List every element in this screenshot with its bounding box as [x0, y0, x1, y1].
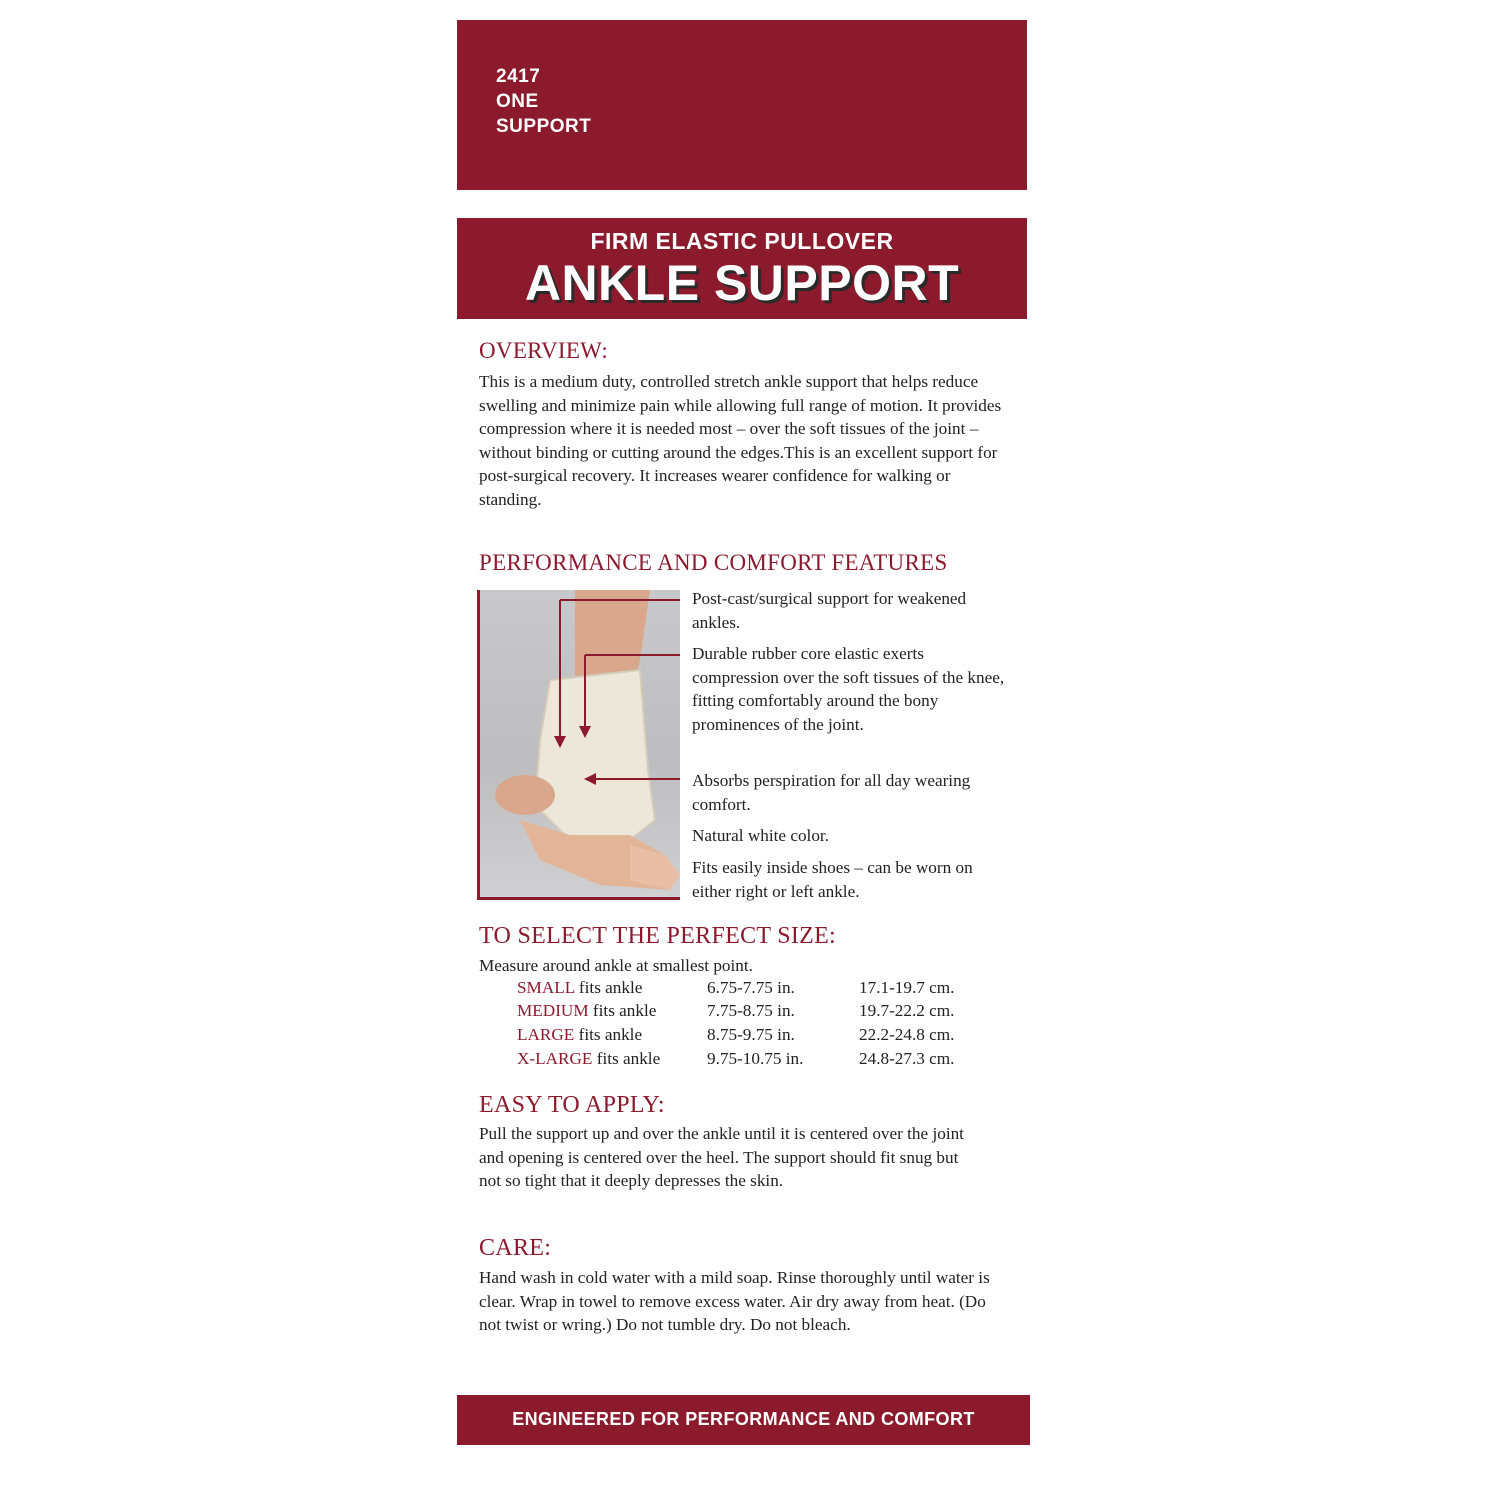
size-name: SMALL: [517, 978, 575, 997]
title-banner: [457, 218, 1027, 319]
size-fits-label: fits ankle: [578, 1025, 643, 1044]
ankle-support-photo: [477, 590, 680, 900]
care-heading: CARE:: [479, 1235, 552, 1261]
size-cm: 22.2-24.8 cm.: [859, 1025, 955, 1044]
product-subtitle: FIRM ELASTIC PULLOVER: [590, 228, 894, 254]
size-row-x-large: [517, 1049, 660, 1069]
feature-item-4: Natural white color.: [692, 826, 829, 845]
size-row-medium: [517, 1001, 656, 1021]
feature-item-1: Post-cast/surgical support for weakened ankles.: [692, 589, 967, 632]
product-number: 2417: [496, 66, 541, 87]
size-row-small: [517, 978, 642, 998]
footer-tagline: ENGINEERED FOR PERFORMANCE AND COMFORT: [457, 1395, 1030, 1445]
size-name: MEDIUM: [517, 1001, 589, 1020]
feature-pointer-arrows: [480, 590, 680, 900]
overview-heading: OVERVIEW:: [479, 338, 609, 363]
product-size-label: ONE: [496, 91, 539, 112]
product-insert-card: [457, 20, 1027, 1445]
size-inches: 7.75-8.75 in.: [707, 1001, 795, 1020]
product-size-label-2: SUPPORT: [496, 116, 592, 137]
size-fits-label: fits ankle: [596, 1049, 661, 1068]
product-title: ANKLE SUPPORT: [524, 255, 960, 311]
size-cm: 24.8-27.3 cm.: [859, 1049, 955, 1068]
size-name: X-LARGE: [517, 1049, 593, 1068]
size-inches: 8.75-9.75 in.: [707, 1025, 795, 1044]
size-cm: 19.7-22.2 cm.: [859, 1001, 955, 1020]
size-inches: 6.75-7.75 in.: [707, 978, 795, 997]
feature-item-3: Absorbs perspiration for all day wearing comfort.: [692, 771, 971, 814]
size-name: LARGE: [517, 1025, 575, 1044]
size-fits-label: fits ankle: [592, 1001, 657, 1020]
sizing-intro: Measure around ankle at smallest point.: [479, 956, 753, 975]
product-code-block: [457, 20, 1027, 190]
features-heading: PERFORMANCE AND COMFORT FEATURES: [479, 550, 948, 575]
size-fits-label: fits ankle: [578, 978, 643, 997]
size-inches: 9.75-10.75 in.: [707, 1049, 804, 1068]
size-row-large: [517, 1025, 642, 1045]
apply-text: Pull the support up and over the ankle until it is centered over the joint and opening is centered over the heel. The support should fit snug but not so tight that it deeply depresses the skin.: [479, 1124, 964, 1190]
apply-heading: EASY TO APPLY:: [479, 1092, 665, 1118]
size-cm: 17.1-19.7 cm.: [859, 978, 955, 997]
care-text: Hand wash in cold water with a mild soap. Rinse thoroughly until water is clear. Wrap in towel to remove excess water. Air dry away from heat. (Do not twist or wring.) Do not tumble dry. Do not bleach.: [479, 1268, 990, 1334]
feature-item-2: Durable rubber core elastic exerts compression over the soft tissues of the knee, fitting comfortably around the bony prominences of the joint.: [692, 644, 1005, 734]
sizing-heading: TO SELECT THE PERFECT SIZE:: [479, 923, 837, 949]
overview-text: This is a medium duty, controlled stretch ankle support that helps reduce swelling and minimize pain while allowing full range of motion. It provides compression where it is needed most – over the soft tissues of the joint – without binding or cutting around the edges.This is an excellent support for post-surgical recovery. It increases wearer confidence for walking or standing.: [479, 372, 1002, 509]
feature-item-5: Fits easily inside shoes – can be worn on either right or left ankle.: [692, 858, 973, 901]
